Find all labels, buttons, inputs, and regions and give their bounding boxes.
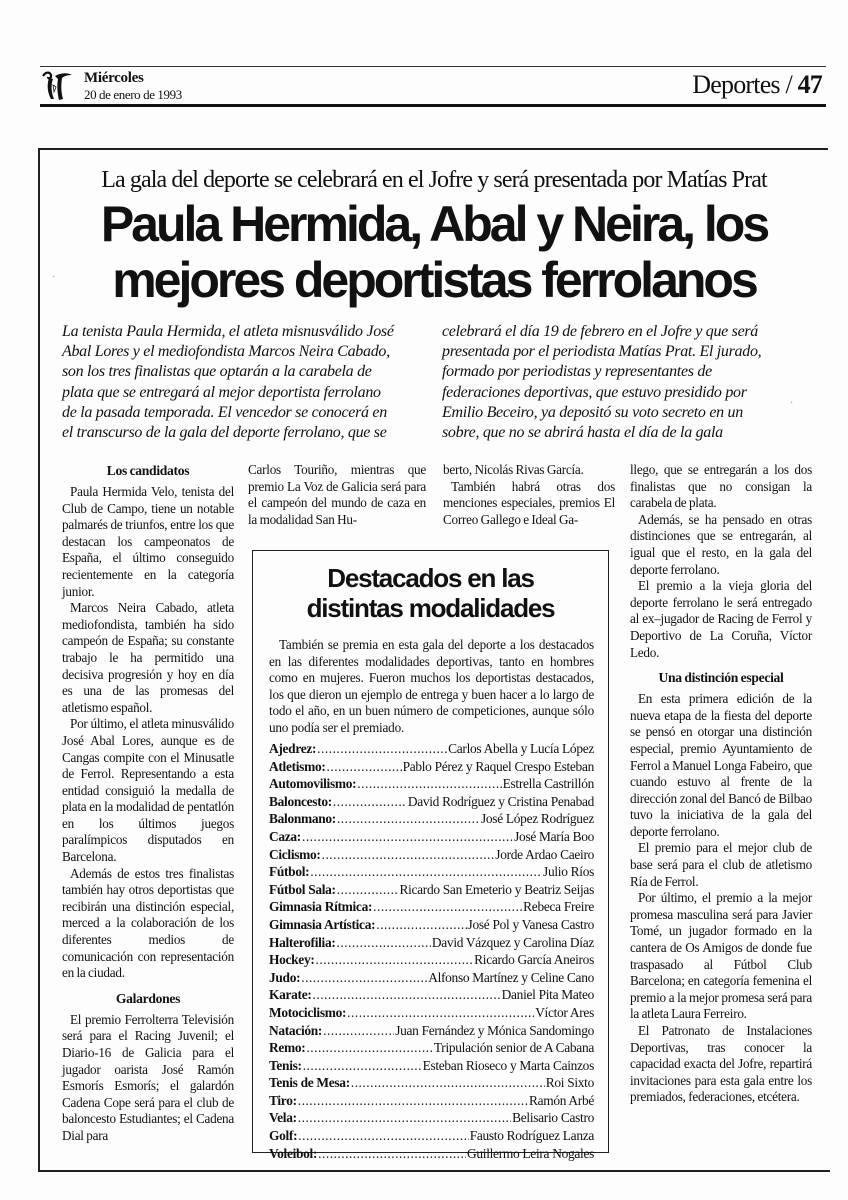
kicker-text: La gala del deporte se celebrará en el Jofre y será presentada por Matías Prat: [101, 167, 767, 193]
lead-line: presentada por el periodista Matías Prat. El jurado,: [442, 343, 762, 361]
page-number: 47: [797, 70, 822, 99]
award-winner: Ramón Arbé: [528, 1092, 594, 1108]
lead-line: Abal Lores y el mediofondista Marcos Neira Cabado,: [62, 343, 390, 361]
lead-line: plata que se entregará al mejor deportista ferrolano: [62, 383, 381, 401]
article-frame-bottom: [38, 1170, 830, 1172]
article-kicker: [40, 166, 828, 194]
award-row: [269, 969, 594, 987]
award-sport: Balonmano:: [269, 811, 336, 827]
award-sport: Gimnasia Rítmica:: [269, 899, 373, 915]
award-winner: Julio Ríos: [543, 864, 594, 880]
lead-line: de la pasada temporada. El vencedor se conocerá en: [62, 403, 387, 421]
lead-line: sobre, que no se abrirá hasta el día de la gala: [442, 424, 723, 442]
award-row: [269, 758, 594, 776]
leader-dots: [337, 810, 480, 828]
article-column-1: [62, 462, 234, 1145]
subheading-awards: Galardones: [115, 990, 181, 1006]
leader-dots: [306, 1039, 432, 1057]
award-winner: Estrella Castrillón: [502, 776, 594, 792]
award-winner: Carlos Abella y Lucía López: [448, 741, 594, 756]
award-winner: José López Rodríguez: [481, 811, 594, 827]
leader-dots: [302, 828, 513, 846]
box-intro: También se premia en esta gala del deporte a los destacados en las diferentes modalidades deportivas, tanto en hombres como en mujeres. Fueron muchos los deportistas destacados, los que dieron un ejemplo de entrega y buen hacer a lo largo de todo el año, en un buen número de competiciones, aunque sólo uno podía ser el premiado.: [269, 637, 594, 735]
award-row: [269, 1057, 594, 1075]
leader-dots: [298, 1127, 468, 1145]
lead-line: federaciones deportivas, que estuvo presidido por: [442, 383, 747, 401]
body-paragraph: Por último, el atleta minusválido José Abal Lores, aunque es de Cangas compite con el Minusatle de Ferrol. Representando a esta entidad consiguió la medalla de plata en la modalidad de pentatlón en los últimos juegos paralímpicos disputados en Barcelona.: [62, 716, 234, 865]
award-sport: Halterofilia:: [269, 934, 336, 950]
masthead-day: Miércoles: [84, 70, 144, 86]
leader-dots: [337, 934, 431, 952]
headline-line: mejores deportistas ferrolanos: [112, 252, 756, 308]
award-sport: Tenis de Mesa:: [269, 1075, 350, 1091]
article-headline: [40, 196, 828, 308]
lead-paragraph-right: [442, 322, 817, 443]
leader-dots: [310, 863, 542, 881]
award-winner: Juan Fernández y Mónica Sandomingo: [395, 1022, 594, 1038]
leader-dots: [333, 793, 407, 811]
leader-dots: [303, 1057, 422, 1075]
newspaper-logo-icon: [40, 70, 74, 102]
award-sport: Hockey:: [269, 952, 315, 968]
award-row: [269, 810, 594, 828]
leader-dots: [351, 1074, 545, 1092]
print-speck: ·: [790, 398, 794, 409]
body-paragraph: El premio a la vieja gloria del deporte ferrolano le será entregado al ex–jugador de Racing de Ferrol y Deportivo de La Coruña, Víctor Ledo.: [630, 578, 812, 660]
award-winner: Esteban Rioseco y Marta Cainzos: [422, 1057, 594, 1073]
leader-dots: [313, 986, 501, 1004]
award-winner: Daniel Pita Mateo: [501, 987, 594, 1003]
award-sport: Remo:: [269, 1040, 306, 1056]
award-row: [269, 951, 594, 969]
award-sport: Tiro:: [269, 1092, 297, 1108]
section-name: Deportes /: [692, 70, 792, 99]
award-sport: Tenis:: [269, 1057, 302, 1073]
lead-line: La tenista Paula Hermida, el atleta misnusválido José: [62, 323, 394, 340]
leader-dots: [317, 740, 447, 758]
award-winner: Guillermo Leira Nogales: [467, 1145, 594, 1161]
award-sport: Fútbol Sala:: [269, 881, 336, 897]
award-row: [269, 1145, 594, 1163]
body-paragraph: Además, se ha pensado en otras distinciones que se entregarán, al igual que el resto, en la gala del deporte ferrolano.: [630, 511, 812, 577]
award-winner: Alfonso Martínez y Celine Cano: [428, 969, 594, 985]
award-row: [269, 846, 594, 864]
masthead-date: 20 de enero de 1993: [84, 87, 182, 102]
lead-line: Emilio Beceiro, ya depositó su voto secreto en un: [442, 403, 743, 421]
award-row: [269, 793, 594, 811]
award-row: [269, 1022, 594, 1040]
leader-dots: [376, 916, 466, 934]
award-row: [269, 1092, 594, 1110]
article-column-3: [443, 462, 615, 528]
award-sport: Ciclismo:: [269, 846, 321, 862]
award-sport: Motociclismo:: [269, 1004, 347, 1020]
award-winner: Roi Sixto: [545, 1075, 594, 1091]
headline-line: Paula Hermida, Abal y Neira, los: [100, 196, 768, 252]
body-paragraph: Paula Hermida Velo, tenista del Club de Campo, tiene un notable palmarés de triunfos, entre los que destacan los campeonatos de España, el último conseguido recientemente en la categoría junior.: [62, 484, 234, 599]
leader-dots: [327, 758, 402, 776]
leader-dots: [298, 1092, 528, 1110]
leader-dots: [301, 969, 427, 987]
award-sport: Vela:: [269, 1110, 297, 1126]
box-title: [253, 563, 608, 623]
award-row: [269, 1127, 594, 1145]
subheading-candidates: Los candidatos: [106, 463, 190, 478]
lead-line: son los tres finalistas que optarán a la carabela de: [62, 363, 372, 381]
lead-line: el transcurso de la gala del deporte ferrolano, que se: [62, 424, 387, 442]
print-speck: ·: [52, 272, 56, 283]
box-title-line: distintas modalidades: [306, 593, 555, 623]
award-winner: Jorde Ardao Caeiro: [495, 846, 594, 862]
body-paragraph: Carlos Touriño, mientras que premio La Voz de Galicia será para el campeón del mundo de caza en la modalidad San Hu-: [248, 462, 426, 527]
body-paragraph: El premio para el mejor club de base será para el club de atletismo Ría de Ferrol.: [630, 840, 812, 889]
leader-dots: [316, 951, 474, 969]
award-row: [269, 1039, 594, 1057]
award-row: [269, 1074, 594, 1092]
award-winner: Rebeca Freire: [523, 899, 594, 915]
award-row: [269, 828, 594, 846]
award-row: [269, 775, 594, 793]
award-winner: Ricardo García Aneiros: [474, 952, 594, 968]
award-winner: José Pol y Vanesa Castro: [467, 916, 594, 932]
award-sport: Automovilismo:: [269, 776, 357, 792]
article-frame-top: [38, 148, 828, 150]
box-title-line: Destacados en las: [327, 563, 534, 593]
award-row: [269, 1109, 594, 1127]
article-column-2: [248, 462, 426, 528]
award-sport: Caza:: [269, 828, 301, 844]
body-paragraph: En esta primera edición de la nueva etapa de la fiesta del deporte se pensó en otorgar una distinción especial, premio Ayuntamiento de Ferrol a Manuel Longa Fabeiro, que cuando estuvo al frente de la dirección zonal del Bancó de Bilbao tuvo la iniciativa de la gala del deporte ferrolano.: [630, 691, 812, 839]
lead-line: formado por periodistas y representantes de: [442, 363, 712, 381]
award-winner: Víctor Ares: [535, 1004, 594, 1020]
award-row: [269, 1004, 594, 1022]
masthead-top-rule: [40, 66, 826, 67]
award-winner: Tripulación senior de A Cabana: [433, 1040, 594, 1056]
leader-dots: [357, 775, 501, 793]
awards-list: [269, 740, 594, 1162]
body-paragraph: El premio Ferrolterra Televisión será para el Racing Juvenil; el Diario-16 de Galicia para el jugador oarista José Ramón Esmorís Esmorís; el galardón Cadena Cope será para el club de baloncesto Estudiantes; el Cadena Dial para: [62, 1011, 234, 1143]
leader-dots: [373, 898, 522, 916]
leader-dots: [298, 1109, 511, 1127]
masthead-section: [692, 70, 822, 100]
body-paragraph: Por último, el premio a la mejor promesa masculina será para Javier Tomé, un jugador formado en la cantera de Os Amigos de donde fue traspasado al Fútbol Club Barcelona; en categoría femenina el premio a la mejor promesa será para la atleta Laura Ferreiro.: [630, 890, 812, 1022]
leader-dots: [347, 1004, 534, 1022]
award-winner: Fausto Rodríguez Lanza: [469, 1128, 594, 1144]
award-row: [269, 881, 594, 899]
award-winner: Belisario Castro: [512, 1110, 594, 1126]
award-winner: David Vázquez y Carolina Díaz: [431, 934, 594, 950]
award-row: [269, 916, 594, 934]
body-paragraph: llego, que se entregarán a los dos finalistas que no consigan la carabela de plata.: [630, 462, 812, 511]
award-sport: Fútbol:: [269, 864, 310, 880]
award-sport: Voleibol:: [269, 1145, 318, 1161]
award-sport: Karate:: [269, 987, 312, 1003]
highlights-box: [252, 550, 609, 1161]
award-sport: Ajedrez:: [269, 741, 317, 756]
lead-line: celebrará el día 19 de febrero en el Jofre y que será: [442, 323, 758, 340]
award-row: [269, 740, 594, 758]
leader-dots: [337, 881, 399, 899]
leader-dots: [322, 846, 495, 864]
lead-paragraph-left: [62, 322, 437, 443]
award-sport: Judo:: [269, 969, 301, 985]
body-paragraph: berto, Nicolás Rivas García.: [443, 462, 584, 477]
body-paragraph: También habrá otras dos menciones especiales, premios El Correo Gallego e Ideal Ga-: [443, 478, 615, 527]
award-winner: David Rodríguez y Cristina Penabad: [407, 793, 594, 809]
body-paragraph: Además de estos tres finalistas también hay otros deportistas que recibirán una distinción especial, merced a la colaboración de los diferentes medios de comunicación con representación en la ciudad.: [62, 865, 234, 981]
body-paragraph: Marcos Neira Cabado, atleta mediofondista, también ha sido campeón de España; su constante trabajo le ha permitido una decisiva progresión y hoy en día es una de las promesas del atletismo español.: [62, 600, 234, 715]
award-row: [269, 986, 594, 1004]
award-winner: José María Boo: [514, 828, 594, 844]
subheading-special-distinction: Una distinción especial: [658, 670, 784, 686]
leader-dots: [318, 1145, 466, 1163]
award-row: [269, 863, 594, 881]
award-winner: Ricardo San Emeterio y Beatriz Seijas: [399, 881, 594, 897]
masthead-bottom-rule: [40, 104, 826, 107]
award-sport: Golf:: [269, 1128, 298, 1144]
award-sport: Atletismo:: [269, 758, 326, 774]
award-sport: Gimnasia Artística:: [269, 916, 376, 932]
body-paragraph: El Patronato de Instalaciones Deportivas, tras conocer la capacidad exacta del Jofre, repartirá invitaciones para esta gala entre los premiados, federaciones, etcétera.: [630, 1023, 812, 1105]
award-winner: Pablo Pérez y Raquel Crespo Esteban: [402, 758, 594, 774]
article-column-4: [630, 462, 812, 1106]
award-row: [269, 898, 594, 916]
award-sport: Natación:: [269, 1022, 323, 1038]
award-row: [269, 934, 594, 952]
leader-dots: [323, 1022, 394, 1040]
award-sport: Baloncesto:: [269, 793, 332, 809]
